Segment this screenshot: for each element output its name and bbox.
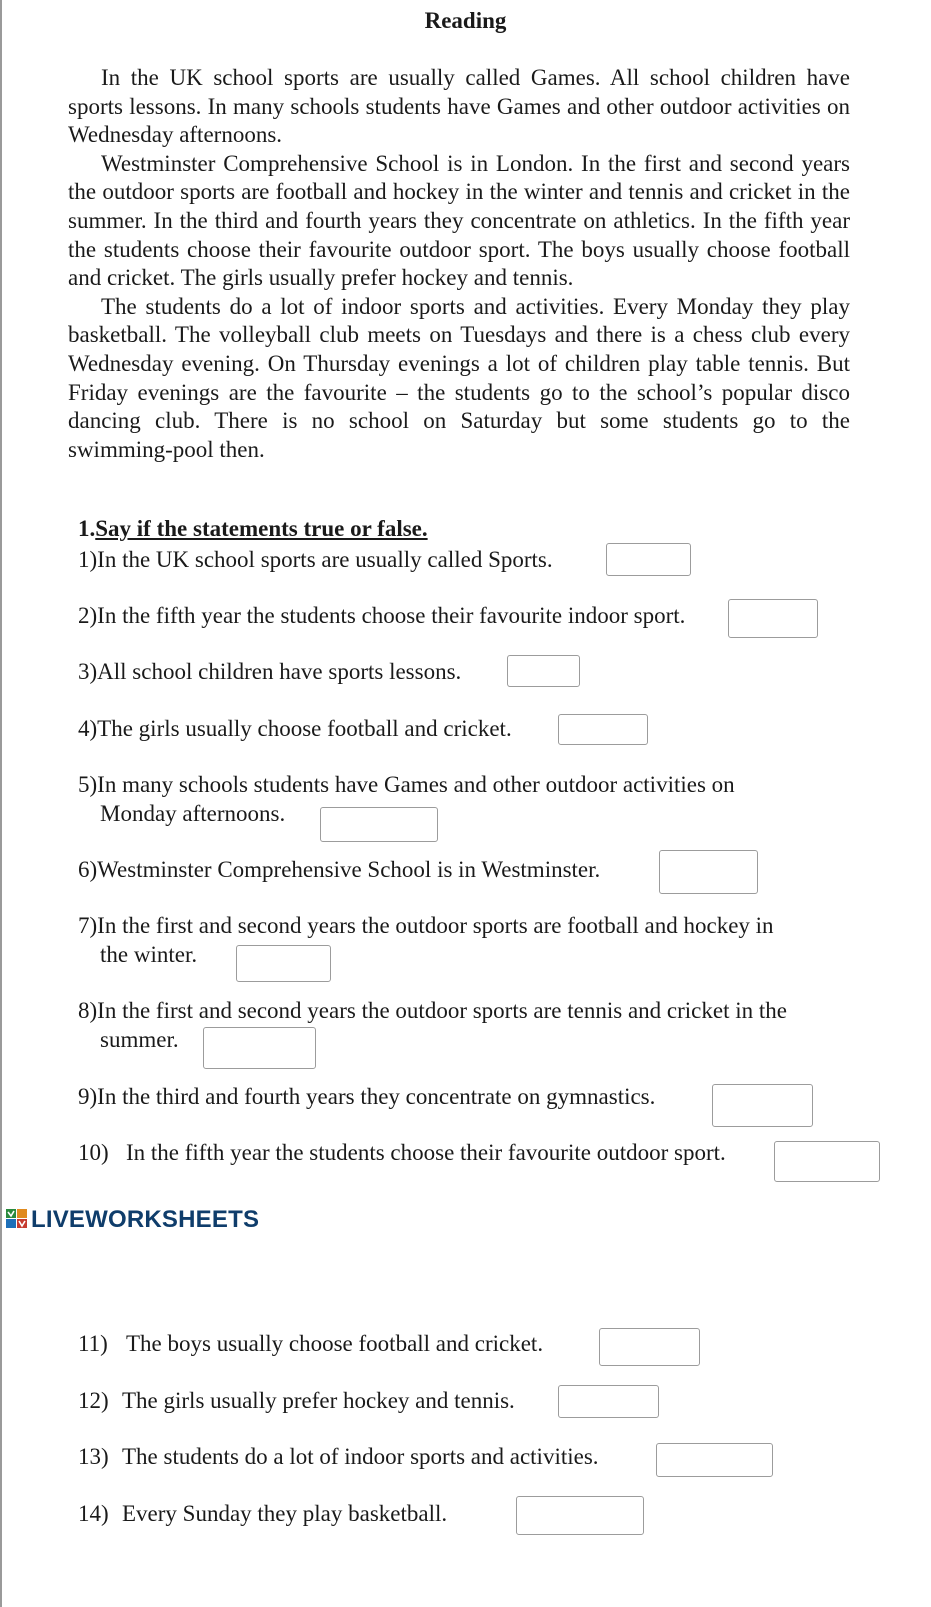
answer-box-6[interactable] <box>659 850 758 894</box>
liveworksheets-brand <box>6 1206 259 1236</box>
statement-text: Every Sunday they play basketball. <box>122 1501 448 1526</box>
task-heading <box>78 516 428 542</box>
statement-text: The students do a lot of indoor sports and activities. <box>122 1444 599 1469</box>
statement-14 <box>78 1500 447 1529</box>
statement-number: 8) <box>78 998 98 1023</box>
statement-number: 9) <box>78 1084 98 1109</box>
statement-number: 3) <box>78 659 98 684</box>
statement-text: Westminster Comprehensive School is in Westminster. <box>97 857 601 882</box>
statement-number: 1) <box>78 547 98 572</box>
statement-7 <box>78 912 850 969</box>
statement-number: 4) <box>78 716 98 741</box>
statement-text: In the fifth year the students choose their favourite outdoor sport. <box>126 1140 726 1165</box>
statement-number: 12) <box>78 1388 109 1413</box>
statement-13 <box>78 1443 599 1472</box>
page-left-border <box>0 0 2 1607</box>
statement-1 <box>78 546 553 575</box>
answer-box-11[interactable] <box>599 1328 700 1366</box>
answer-box-4[interactable] <box>558 714 648 745</box>
statement-text: In the fifth year the students choose their favourite indoor sport. <box>97 603 686 628</box>
answer-box-14[interactable] <box>516 1496 644 1535</box>
answer-box-12[interactable] <box>558 1385 659 1418</box>
statement-12 <box>78 1387 515 1416</box>
answer-box-2[interactable] <box>728 599 818 638</box>
statement-8 <box>78 997 850 1054</box>
statement-10 <box>78 1139 726 1168</box>
statement-text: The girls usually prefer hockey and tennis. <box>122 1388 515 1413</box>
reading-paragraph: The students do a lot of indoor sports and activities. Every Monday they play basketball. The volleyball club meets on Tuesdays and there is a chess club every Wednesday evening. On Thursday evenings a lot of children play table tennis. But Friday evenings are the favourite – the students go to the school’s popular disco dancing club. There is no school on Saturday but some students go to the swimming-pool then. <box>68 293 850 462</box>
statement-number: 5) <box>78 772 98 797</box>
reading-text <box>68 64 850 464</box>
reading-paragraph: In the UK school sports are usually called Games. All school children have sports lessons. In many schools students have Games and other outdoor activities on Wednesday afternoons. <box>68 65 850 148</box>
answer-box-1[interactable] <box>606 543 691 576</box>
statement-number: 11) <box>78 1331 108 1356</box>
task-number: 1. <box>78 516 96 541</box>
statement-text: The girls usually choose football and cricket. <box>97 716 512 741</box>
statement-text: The boys usually choose football and cricket. <box>126 1331 544 1356</box>
statement-text-continued: summer. <box>100 1026 179 1052</box>
statement-number: 10) <box>78 1140 109 1165</box>
statement-text: All school children have sports lessons. <box>97 659 462 684</box>
statement-text: In the first and second years the outdoor sports are football and hockey in <box>97 913 774 938</box>
statement-number: 13) <box>78 1444 109 1469</box>
statement-text: In the first and second years the outdoor sports are tennis and cricket in the <box>97 998 787 1023</box>
statement-11 <box>78 1330 543 1359</box>
answer-box-8[interactable] <box>203 1027 316 1069</box>
statement-4 <box>78 715 512 744</box>
statement-3 <box>78 658 461 687</box>
answer-box-10[interactable] <box>774 1141 880 1182</box>
statement-text: In the third and fourth years they concentrate on gymnastics. <box>97 1084 656 1109</box>
statement-number: 14) <box>78 1501 109 1526</box>
page-title: Reading <box>424 8 507 33</box>
statement-number: 2) <box>78 603 98 628</box>
statement-number: 7) <box>78 913 98 938</box>
statement-2 <box>78 602 685 631</box>
task-instruction: Say if the statements true or false. <box>95 516 428 541</box>
answer-box-3[interactable] <box>507 655 580 687</box>
liveworksheets-logo-icon <box>6 1208 28 1236</box>
brand-name: LIVEWORKSHEETS <box>31 1206 260 1233</box>
reading-paragraph: Westminster Comprehensive School is in London. In the first and second years the outdoor sports are football and hockey in the winter and tennis and cricket in the summer. In the third and fourth years they concentrate on athletics. In the fifth year the students choose their favourite outdoor sport. The boys usually choose football and cricket. The girls usually prefer hockey and tennis. <box>68 150 850 291</box>
statement-text-continued: Monday afternoons. <box>100 800 286 826</box>
answer-box-9[interactable] <box>712 1084 813 1127</box>
answer-box-13[interactable] <box>656 1443 773 1477</box>
statement-text-continued: the winter. <box>100 941 198 967</box>
statement-text: In many schools students have Games and other outdoor activities on <box>97 772 735 797</box>
answer-box-7[interactable] <box>236 945 331 982</box>
statement-number: 6) <box>78 857 98 882</box>
statement-6 <box>78 856 600 885</box>
answer-box-5[interactable] <box>320 807 438 842</box>
statement-9 <box>78 1083 655 1112</box>
statement-5 <box>78 771 850 828</box>
statement-text: In the UK school sports are usually called Sports. <box>97 547 553 572</box>
